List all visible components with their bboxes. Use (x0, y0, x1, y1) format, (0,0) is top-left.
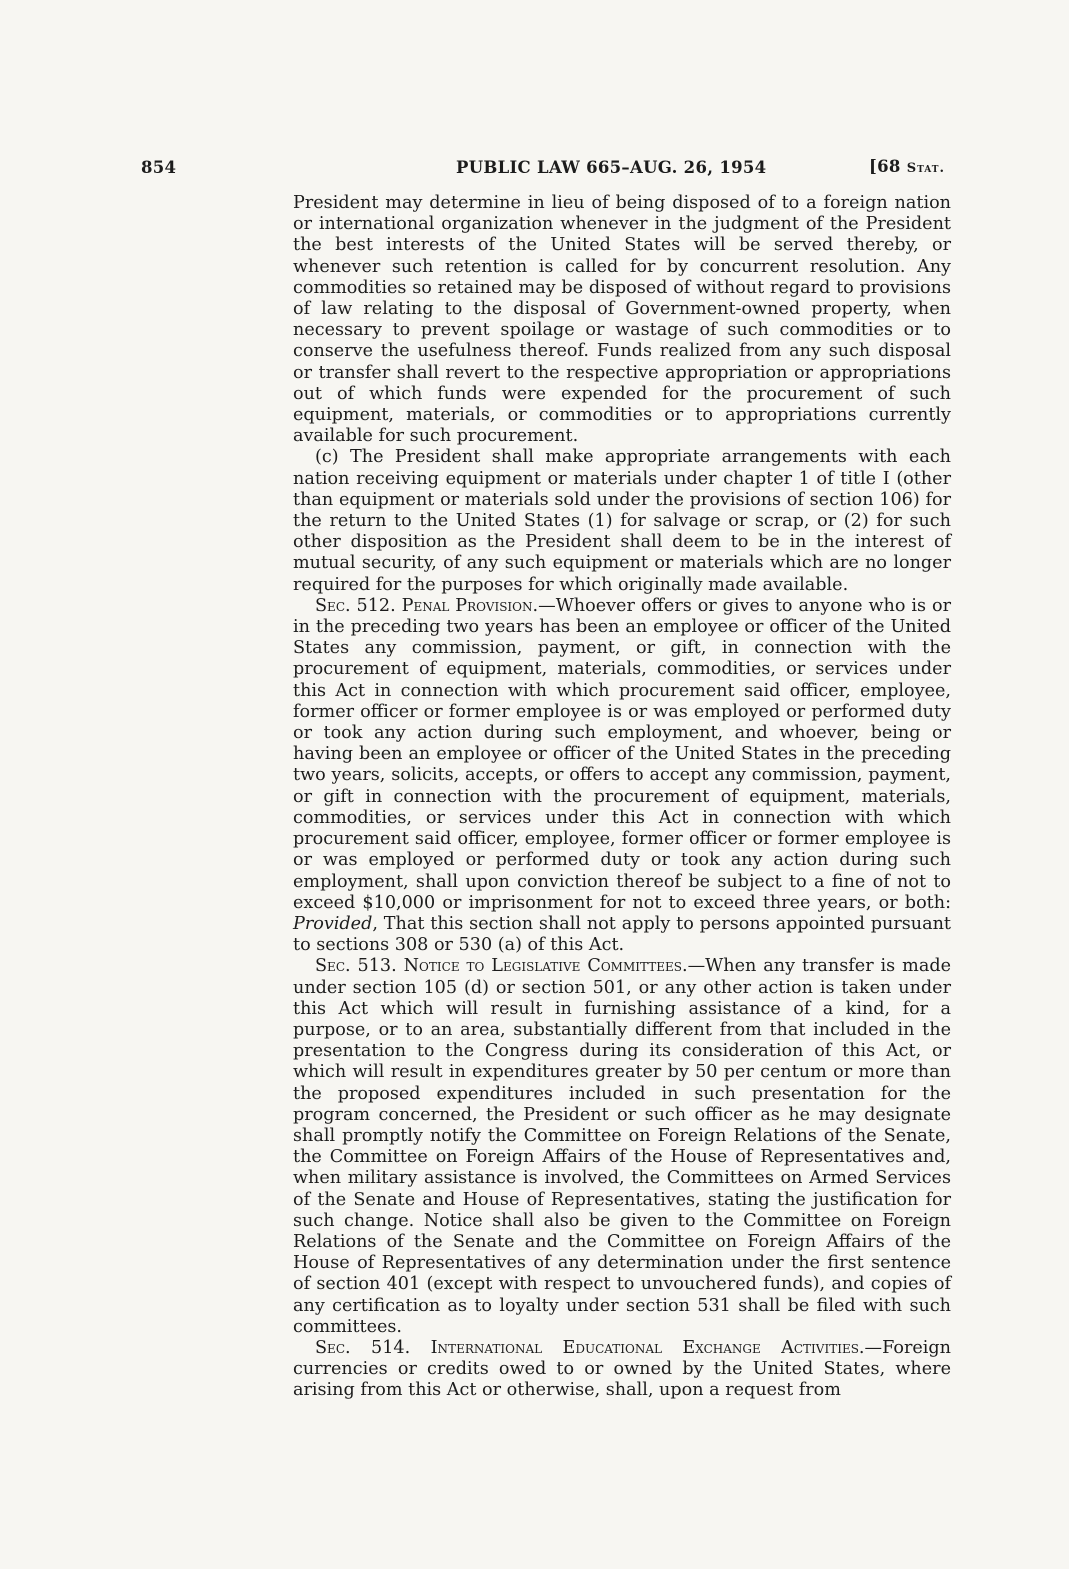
section-heading: Notice to Legislative Committees. (403, 956, 688, 977)
paragraph-continuation (293, 193, 951, 447)
section-label: Sec. 514. (315, 1337, 411, 1358)
statute-reference (869, 157, 945, 176)
stat-bracket: [ (869, 157, 878, 176)
paragraph-text: (c) The President shall make appropriate arrangements with each nation receiving equipment or materials under chapter 1 of title I (other than equipment or materials sold under the provisions of section 106) for the return to the United States (1) for salvage or scrap, or (2) for such other disposition as the President shall deem to be in the interest of mutual security, of any such equipment or materials which are no longer required for the purposes for which originally made available. (293, 447, 951, 595)
section-heading: International Educational Exchange Activities. (430, 1337, 865, 1358)
paragraph-text-after: , That this section shall not apply to persons appointed pursuant to sections 308 or 530 (a) of this Act. (293, 913, 951, 956)
stat-volume: 68 (877, 157, 901, 176)
section-513 (293, 956, 951, 1338)
stat-label: Stat. (906, 161, 946, 176)
section-label: Sec. 513. (315, 956, 397, 977)
section-514 (293, 1338, 951, 1402)
section-label: Sec. 512. (315, 595, 396, 616)
body-text (293, 193, 951, 1402)
paragraph-subsection-c (293, 447, 951, 595)
running-title: PUBLIC LAW 665–AUG. 26, 1954 (456, 158, 767, 177)
page-number: 854 (141, 158, 177, 177)
page-header (0, 140, 1069, 180)
paragraph-text: —When any transfer is made under section 105 (d) or section 501, or any other action is taken under this Act which will result in furnishing assistance of a kind, for a purpose, or to an area, substantially different from that included in the presentation to the Congress during its consideration of this Act, or which will result in expenditures greater by 50 per centum or more than the proposed expenditures included in such presentation for the program concerned, the President or such officer as he may designate shall promptly notify the Committee on Foreign Relations of the Senate, the Committee on Foreign Affairs of the House of Representatives and, when military assistance is involved, the Committees on Armed Services of the Senate and House of Representatives, stating the justification for such change. Notice shall also be given to the Committee on Foreign Relations of the Senate and the Committee on Foreign Affairs of the House of Representatives of any determination under the first sentence of section 401 (except with respect to unvouchered funds), and copies of any certification as to loyalty under section 531 shall be filed with such committees. (293, 956, 951, 1337)
paragraph-text: —Foreign currencies or credits owed to or owned by the United States, where arising from this Act or otherwise, shall, upon a request from (293, 1337, 951, 1401)
section-512 (293, 596, 951, 956)
italic-proviso: Provided (293, 913, 373, 934)
section-heading: Penal Provision. (401, 595, 539, 616)
paragraph-text: President may determine in lieu of being disposed of to a foreign nation or international organization whenever in the judgment of the President the best interests of the United States will be served thereby, or whenever such retention is called for by concurrent resolution. Any commodities so retained may be disposed of without regard to provisions of law relating to the disposal of Government-owned property, when necessary to prevent spoilage or wastage of such commodities or to conserve the usefulness thereof. Funds realized from any such disposal or transfer shall revert to the respective appropriation or appropriations out of which funds were expended for the procurement of such equipment, materials, or commodities or to appropriations currently available for such procurement. (293, 193, 951, 447)
paragraph-text: —Whoever offers or gives to anyone who is or in the preceding two years has been an employee or officer of the United States any commission, payment, or gift, in connection with the procurement of equipment, materials, commodities, or services under this Act in connection with which procurement said officer, employee, former officer or former employee is or was employed or performed duty or took any action during such employment, and whoever, being or having been an employee or officer of the United States in the preceding two years, solicits, accepts, or offers to accept any commission, payment, or gift in connection with the procurement of equipment, materials, commodities, or services under this Act in connection with which procurement said officer, employee, former officer or former employee is or was employed or performed duty or took any action during such employment, shall upon conviction thereof be subject to a fine of not to exceed $10,000 or imprisonment for not to exceed three years, or both: (293, 595, 951, 913)
